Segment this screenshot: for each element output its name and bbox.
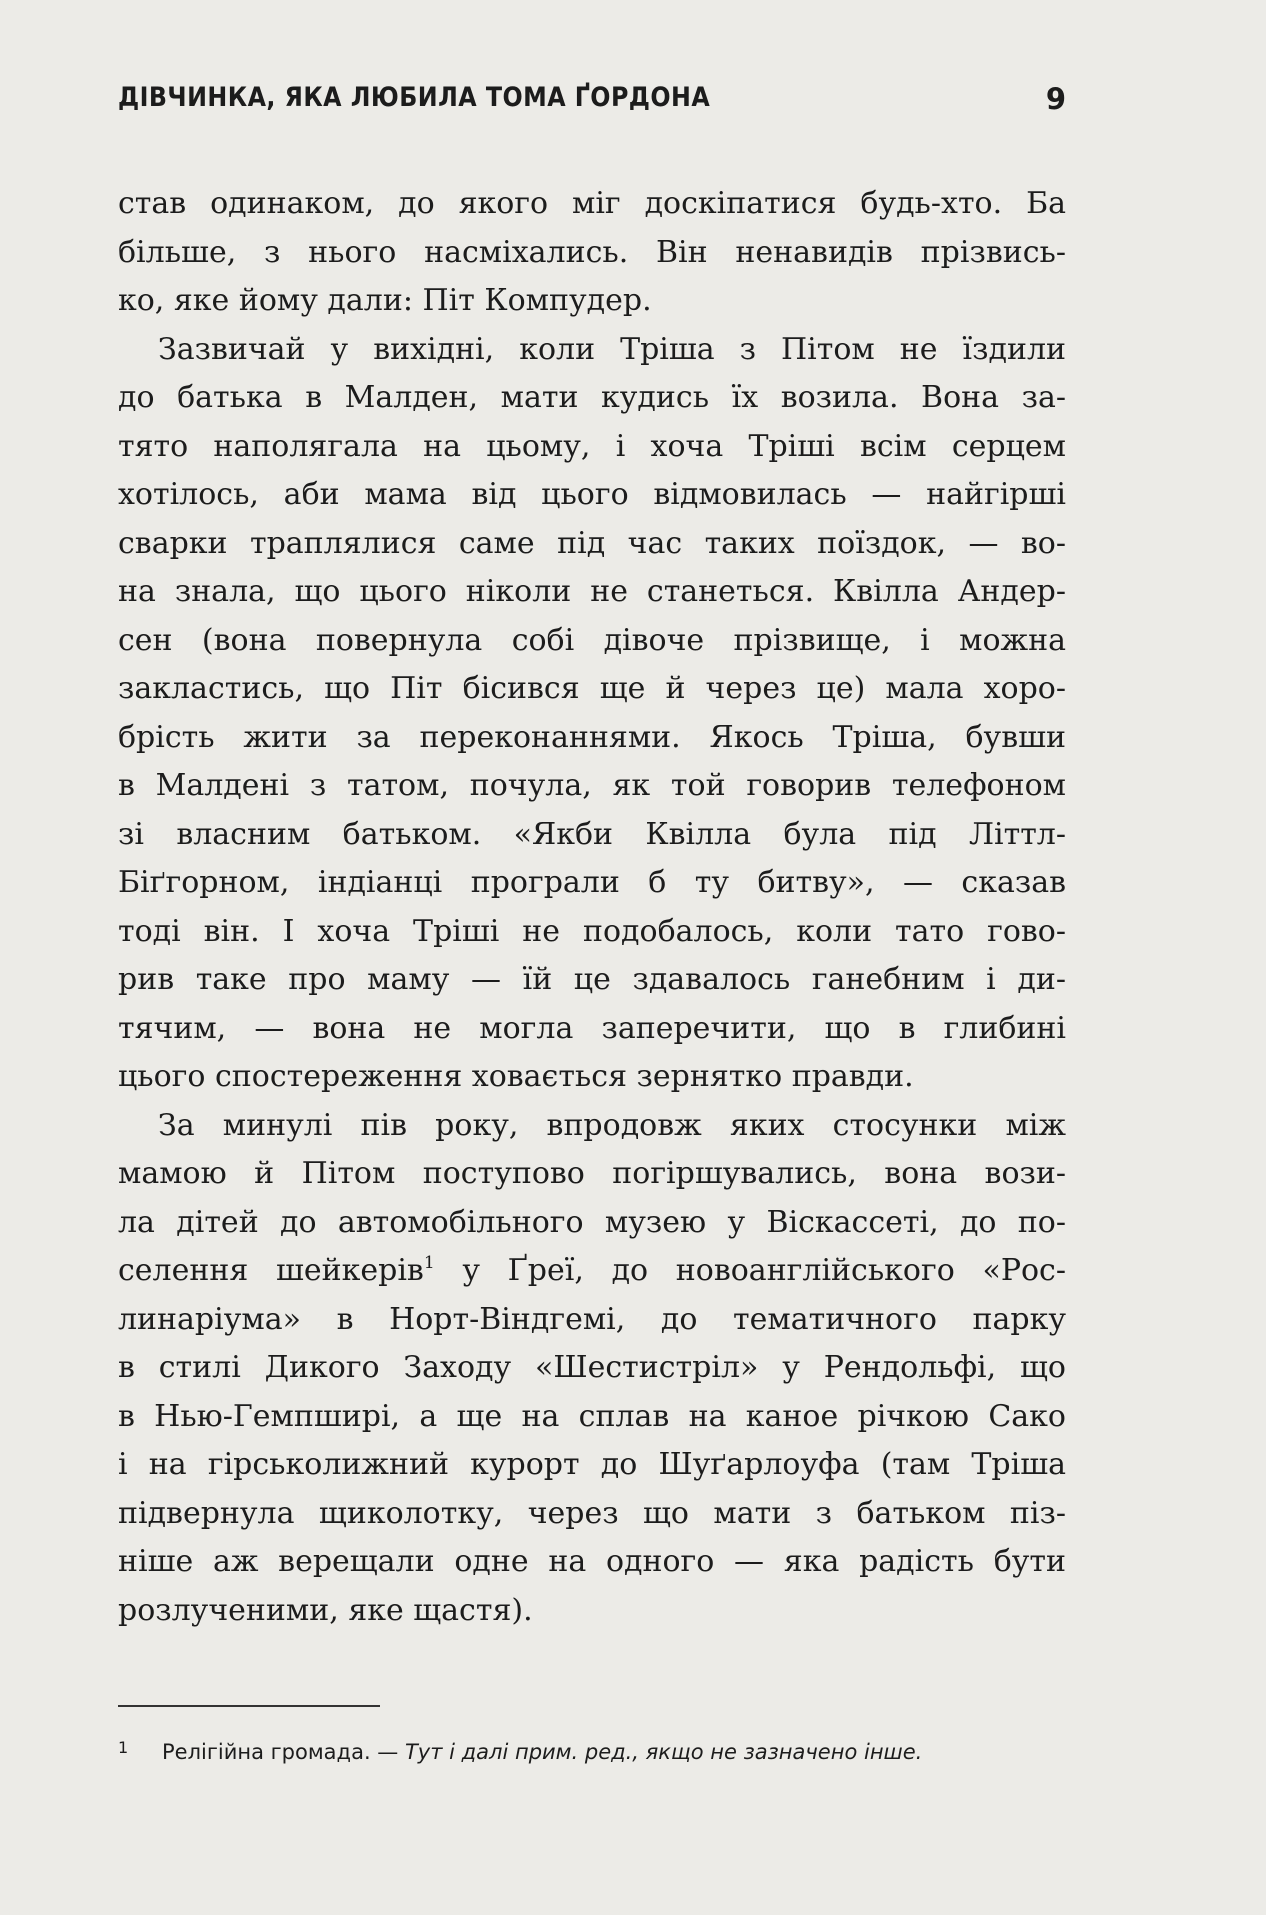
text-line: ніше аж верещали одне на одного — яка радість бути <box>118 1544 1066 1579</box>
text-line: до батька в Малден, мати кудись їх возила. Вона за- <box>118 380 1066 415</box>
text-line: більше, з нього насміхались. Він ненавидів прізвись- <box>118 234 1066 270</box>
footnote-divider <box>118 1705 380 1707</box>
text-line: став одинаком, до якого міг доскіпатися будь-хто. Ба <box>118 186 1066 221</box>
text-line: сен (вона повернула собі дівоче прізвище, і можна <box>118 622 1066 658</box>
text-fragment: у Ґреї, до новоанглійського «Рос- <box>434 1253 1066 1288</box>
text-line: мамою й Пітом поступово погіршувались, вона вози- <box>118 1156 1066 1191</box>
footnote <box>118 1733 1066 1767</box>
text-line: Зазвичай у вихідні, коли Тріша з Пітом не їздили <box>158 331 1066 367</box>
footnote-italic-text: Тут і далі прим. ред., якщо не зазначено інше. <box>404 1740 923 1764</box>
page-number: 9 <box>1045 82 1066 116</box>
text-line-with-footnote-ref <box>118 1247 1066 1296</box>
text-line: ко, яке йому дали: Піт Компудер. <box>118 283 652 318</box>
text-line: рив таке про маму — їй це здавалось ганебним і ди- <box>118 962 1066 997</box>
text-line: цього спостереження ховається зернятко правди. <box>118 1059 914 1094</box>
text-line: розлученими, яке щастя). <box>118 1592 533 1628</box>
text-line: в Малдені з татом, почула, як той говорив телефоном <box>118 768 1066 803</box>
text-line: ла дітей до автомобільного музею у Віскассеті, до по- <box>118 1204 1066 1240</box>
text-line: на знала, що цього ніколи не станеться. Квілла Андер- <box>118 574 1066 609</box>
text-line: сварки траплялися саме під час таких поїздок, — во- <box>118 525 1066 561</box>
text-line: зі власним батьком. «Якби Квілла була під Літтл- <box>118 816 1066 852</box>
text-fragment: селення шейкерів <box>118 1253 424 1288</box>
text-line: тято наполягала на цьому, і хоча Тріші всім серцем <box>118 428 1066 464</box>
text-line: Біґгорном, індіанці програли б ту битву», — сказав <box>118 865 1066 900</box>
text-line: тоді він. І хоча Тріші не подобалось, коли тато гово- <box>118 913 1066 949</box>
text-line: підвернула щиколотку, через що мати з батьком піз- <box>118 1495 1066 1531</box>
footnote-mark: 1 <box>118 1738 129 1757</box>
body-text <box>118 180 1066 1635</box>
running-title: ДІВЧИНКА, ЯКА ЛЮБИЛА ТОМА ҐОРДОНА <box>118 82 711 113</box>
running-header <box>118 82 1066 128</box>
text-line: в стилі Дикого Заходу «Шестистріл» у Рендольфі, що <box>118 1350 1066 1385</box>
text-line: в Нью-Гемпширі, а ще на сплав на каное річкою Сако <box>118 1398 1066 1434</box>
text-line: закластись, що Піт бісився ще й через це) мала хоро- <box>118 671 1066 706</box>
text-line: і на гірськолижний курорт до Шуґарлоуфа (там Тріша <box>118 1447 1066 1482</box>
footnote-text: Релігійна громада. — <box>162 1740 405 1764</box>
text-line: тячим, — вона не могла заперечити, що в глибині <box>118 1010 1066 1046</box>
text-line: хотілось, аби мама від цього відмовилась — найгірші <box>118 477 1066 512</box>
text-line: линаріума» в Норт-Віндгемі, до тематичного парку <box>118 1301 1066 1337</box>
text-line: За минулі пів року, впродовж яких стосунки між <box>158 1107 1066 1143</box>
text-line: брість жити за переконаннями. Якось Тріша, бувши <box>118 719 1066 755</box>
footnote-ref[interactable]: 1 <box>423 1253 435 1273</box>
